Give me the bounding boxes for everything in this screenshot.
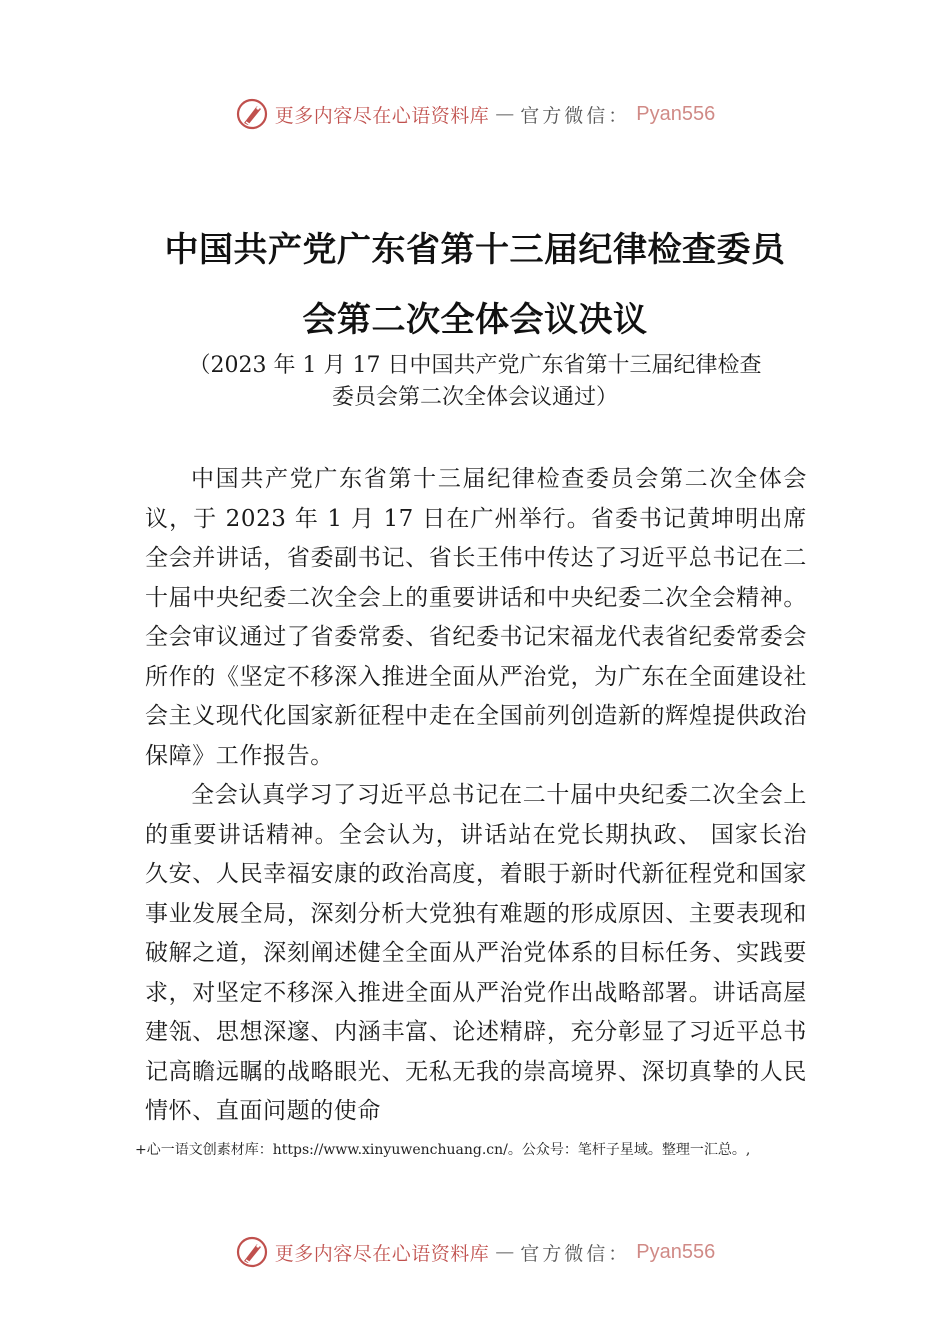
pen-nib-logo-icon bbox=[235, 97, 269, 131]
banner-brand-text: 更多内容尽在心语资料库 bbox=[274, 104, 490, 127]
banner-wechat-label: 官方微信： bbox=[520, 1242, 631, 1265]
banner-wechat-label: 官方微信： bbox=[520, 104, 631, 127]
document-subtitle-line2: 委员会第二次全体会议通过） bbox=[331, 385, 618, 410]
footer-banner bbox=[0, 1232, 950, 1272]
banner-separator: — bbox=[495, 1241, 515, 1263]
document-title-line1: 中国共产党广东省第十三届纪律检查委员 bbox=[164, 230, 786, 270]
banner-brand-text: 更多内容尽在心语资料库 bbox=[274, 1242, 490, 1265]
document-title-line2: 会第二次全体会议决议 bbox=[302, 300, 648, 340]
document-body bbox=[145, 460, 807, 1132]
banner-account-id: Pyan556 bbox=[636, 1240, 716, 1263]
pen-nib-logo-icon bbox=[235, 1235, 269, 1269]
banner-separator: — bbox=[495, 103, 515, 125]
source-footnote: +心一语文创素材库：https://www.xinyuwenchuang.cn/。公众号：笔杆子星域。整理一汇总。, bbox=[135, 1142, 751, 1158]
body-paragraph: 全会认真学习了习近平总书记在二十届中央纪委二次全会上的重要讲话精神。全会认为，讲话站在党长期执政、 国家长治久安、人民幸福安康的政治高度，着眼于新时代新征程党和国家事业发展全局，深刻分析大党独有难题的形成原因、主要表现和破解之道，深刻阐述健全全面从严治党体系的目标任务、实践要求，对坚定不移深入推进全面从严治党作出战略部署。讲话高屋建瓴、思想深邃、内涵丰富、论述精辟，充分彰显了习近平总书记高瞻远瞩的战略眼光、无私无我的崇高境界、深切真挚的人民情怀、直面问题的使命 bbox=[145, 782, 807, 1124]
body-paragraph: 中国共产党广东省第十三届纪律检查委员会第二次全体会议，于 2023 年 1 月 17 日在广州举行。省委书记黄坤明出席全会并讲话，省委副书记、省长王伟中传达了习近平总书记在二十届中央纪委二次全会上的重要讲话和中央纪委二次全会精神。全会审议通过了省委常委、省纪委书记宋福龙代表省纪委常委会所作的《坚定不移深入推进全面从严治党，为广东在全面建设社会主义现代化国家新征程中走在全国前列创造新的辉煌提供政治保障》工作报告。 bbox=[145, 466, 807, 769]
document-subtitle-line1: （2023 年 1 月 17 日中国共产党广东省第十三届纪律检查 bbox=[188, 353, 762, 378]
header-banner bbox=[0, 94, 950, 134]
banner-account-id: Pyan556 bbox=[636, 102, 716, 125]
